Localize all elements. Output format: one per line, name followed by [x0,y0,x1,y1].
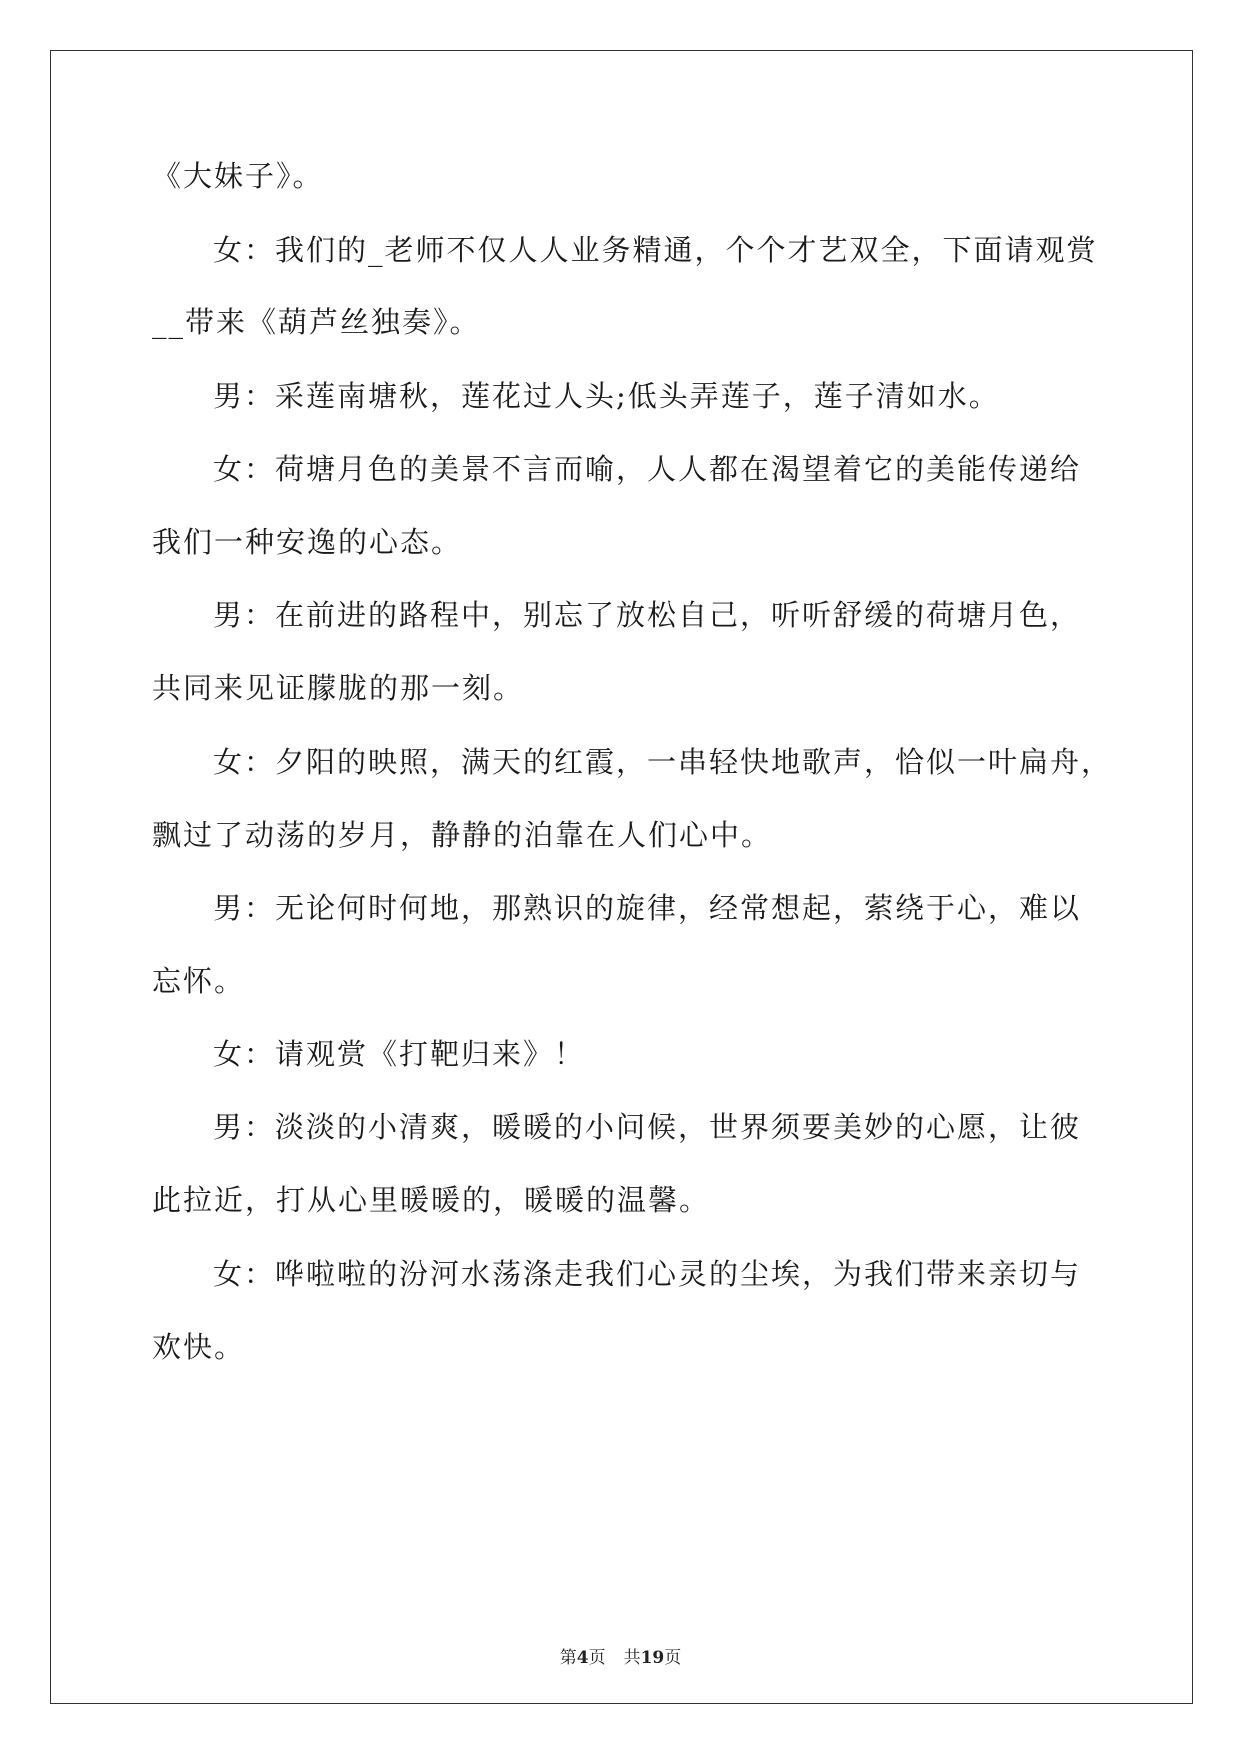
text-line: 女：我们的_老师不仅人人业务精通，个个才艺双全，下面请观赏 [213,233,1098,267]
text-line: 忘怀。 [152,964,246,998]
text-line: 男：无论何时何地，那熟识的旋律，经常想起，萦绕于心，难以 [213,891,1082,925]
text-line: 女：夕阳的映照，满天的红霞，一串轻快地歌声，恰似一叶扁舟， [213,745,1113,779]
text-line: 男：淡淡的小清爽，暖暖的小问候，世界须要美妙的心愿，让彼 [213,1110,1082,1144]
text-line: 《大妹子》。 [152,159,324,193]
text-line: 女：请观赏《打靶归来》！ [213,1037,586,1071]
total-pages: 19 [640,1648,665,1668]
page-border [50,50,1193,1704]
text-line: 我们一种安逸的心态。 [152,525,463,559]
text-line: 男：采莲南塘秋，莲花过人头;低头弄莲子，莲子清如水。 [213,379,1000,413]
page-number: 4 [576,1648,589,1668]
footer-prefix: 第 [559,1648,577,1668]
page-footer [0,1643,1241,1668]
footer-total-unit: 页 [664,1648,682,1668]
text-line: 女：荷塘月色的美景不言而喻，人人都在渴望着它的美能传递给 [213,452,1082,486]
text-line: __带来《葫芦丝独奏》。 [152,305,481,339]
text-line: 欢快。 [152,1330,246,1364]
text-line: 男：在前进的路程中，别忘了放松自己，听听舒缓的荷塘月色， [213,598,1082,632]
text-line: 此拉近，打从心里暖暖的，暖暖的温馨。 [152,1183,711,1217]
text-line: 共同来见证朦胧的那一刻。 [152,671,525,705]
text-line: 女：哗啦啦的汾河水荡涤走我们心灵的尘埃，为我们带来亲切与 [213,1257,1082,1291]
footer-page-unit: 页 [588,1648,606,1668]
footer-total-prefix: 共 [623,1648,641,1668]
text-line: 飘过了动荡的岁月，静静的泊靠在人们心中。 [152,818,773,852]
